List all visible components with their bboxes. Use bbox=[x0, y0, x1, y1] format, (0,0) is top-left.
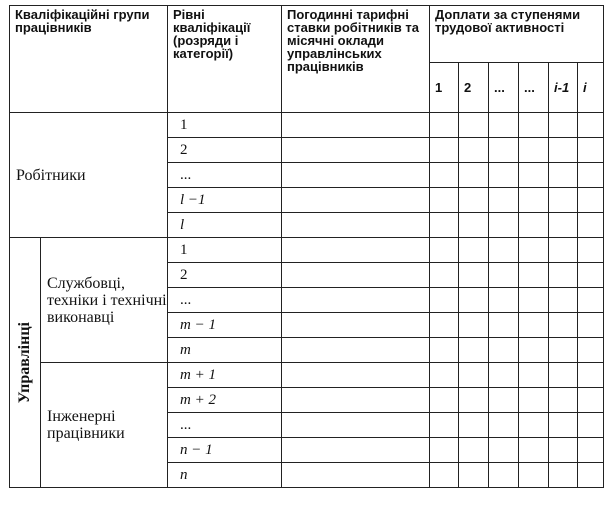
rate-cell bbox=[282, 363, 430, 388]
rate-cell bbox=[282, 263, 430, 288]
rate-cell bbox=[282, 238, 430, 263]
rate-cell bbox=[282, 388, 430, 413]
rate-cell bbox=[282, 113, 430, 138]
level-cell: 2 bbox=[168, 138, 282, 163]
rate-cell bbox=[282, 163, 430, 188]
qualification-table bbox=[9, 5, 604, 488]
bonus-col-1: 1 bbox=[430, 63, 459, 113]
header-bonuses: Доплати за ступенями трудової активності bbox=[430, 6, 604, 63]
rate-cell bbox=[282, 438, 430, 463]
bonus-col-i-minus-1: i-1 bbox=[549, 63, 578, 113]
level-cell: n − 1 bbox=[168, 438, 282, 463]
bonus-col-ellipsis-2: ... bbox=[519, 63, 549, 113]
rate-cell bbox=[282, 413, 430, 438]
level-cell: m bbox=[168, 338, 282, 363]
rate-cell bbox=[282, 138, 430, 163]
level-cell: m + 1 bbox=[168, 363, 282, 388]
level-cell: n bbox=[168, 463, 282, 488]
bonus-col-ellipsis-1: ... bbox=[489, 63, 519, 113]
group-managers bbox=[10, 238, 41, 488]
bonus-col-2: 2 bbox=[459, 63, 489, 113]
level-cell: m − 1 bbox=[168, 313, 282, 338]
level-cell: l −1 bbox=[168, 188, 282, 213]
level-cell: ... bbox=[168, 163, 282, 188]
rate-cell bbox=[282, 188, 430, 213]
rate-cell bbox=[282, 288, 430, 313]
rate-cell bbox=[282, 463, 430, 488]
group-workers: Робітники bbox=[10, 113, 168, 238]
bonus-col-i: i bbox=[578, 63, 604, 113]
group-engineers: Інженерні працівники bbox=[41, 363, 168, 488]
rate-cell bbox=[282, 313, 430, 338]
level-cell: 1 bbox=[168, 113, 282, 138]
rate-cell bbox=[282, 213, 430, 238]
level-cell: 2 bbox=[168, 263, 282, 288]
level-cell: l bbox=[168, 213, 282, 238]
level-cell: m + 2 bbox=[168, 388, 282, 413]
group-employees: Службовці, техніки і технічні виконавці bbox=[41, 238, 168, 363]
header-groups: Кваліфікаційні групи працівників bbox=[10, 6, 168, 113]
group-managers-label: Управлінці bbox=[16, 321, 33, 404]
level-cell: ... bbox=[168, 288, 282, 313]
level-cell: ... bbox=[168, 413, 282, 438]
rate-cell bbox=[282, 338, 430, 363]
header-rates: Погодинні тарифні ставки робітників та місячні оклади управлінських працівників bbox=[282, 6, 430, 113]
level-cell: 1 bbox=[168, 238, 282, 263]
header-levels: Рівні кваліфікації (розряди і категорії) bbox=[168, 6, 282, 113]
